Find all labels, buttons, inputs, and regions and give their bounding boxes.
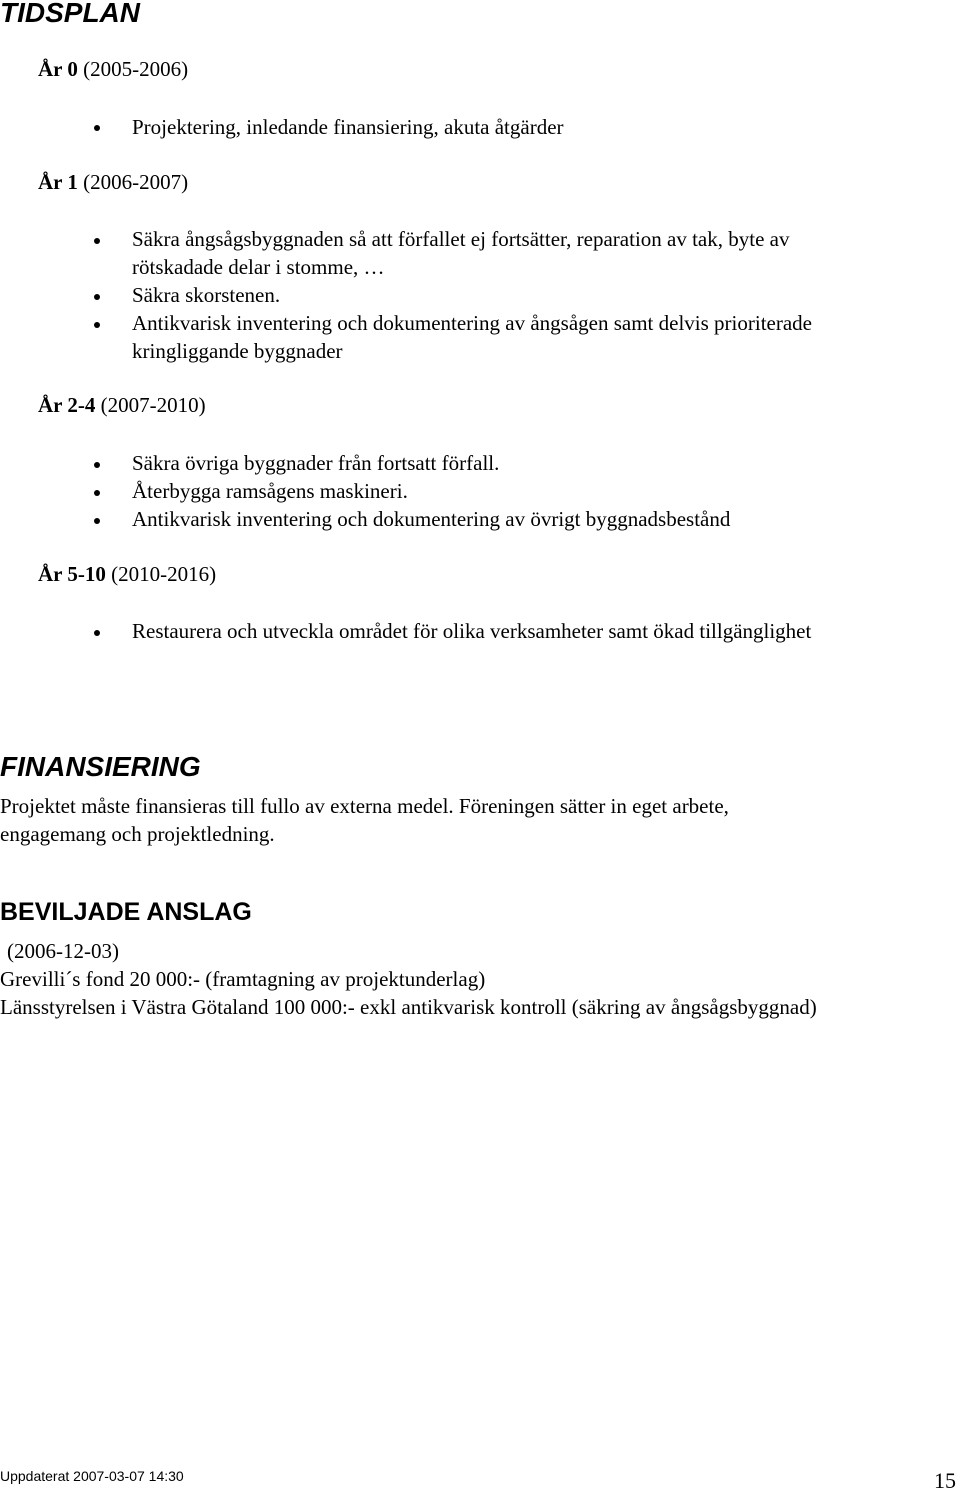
bullet-icon [94,294,100,300]
year-2-4-label: År 2-4 (2007-2010) [38,393,206,417]
year-1-label: År 1 (2006-2007) [38,170,189,194]
list-item-continuation: kringliggande byggnader [132,339,343,363]
tidsplan-heading: TIDSPLAN [0,0,140,28]
year-0-label: År 0 (2005-2006) [38,57,189,81]
list-item: Antikvarisk inventering och dokumentering av övrigt byggnadsbestånd [132,507,731,531]
bullet-icon [94,462,100,468]
list-item: Restaurera och utveckla området för olika verksamheter samt ökad tillgänglighet [132,619,812,643]
anslag-date: (2006-12-03) [7,939,119,963]
list-item: Säkra ångsågsbyggnaden så att förfallet ej fortsätter, reparation av tak, byte av [132,227,790,251]
list-item: Säkra övriga byggnader från fortsatt förfall. [132,451,500,475]
list-item: Återbygga ramsågens maskineri. [132,479,408,503]
finansiering-text-line: engagemang och projektledning. [0,822,275,846]
finansiering-heading: FINANSIERING [0,751,201,782]
footer-updated: Uppdaterat 2007-03-07 14:30 [0,1468,184,1484]
page-number: 15 [934,1468,956,1493]
list-item: Projektering, inledande finansiering, akuta åtgärder [132,115,564,139]
list-item: Säkra skorstenen. [132,283,281,307]
finansiering-text-line: Projektet måste finansieras till fullo av externa medel. Föreningen sätter in eget arbete, [0,794,729,818]
anslag-heading: BEVILJADE ANSLAG [0,898,252,926]
bullet-icon [94,490,100,496]
year-5-10-label: År 5-10 (2010-2016) [38,562,217,586]
anslag-line: Länsstyrelsen i Västra Götaland 100 000:- exkl antikvarisk kontroll (säkring av ångsågsbyggnad) [0,995,817,1019]
bullet-icon [94,518,100,524]
list-item: Antikvarisk inventering och dokumentering av ångsågen samt delvis prioriterade [132,311,812,335]
bullet-icon [94,322,100,328]
bullet-icon [94,238,100,244]
anslag-line: Grevilli´s fond 20 000:- (framtagning av projektunderlag) [0,967,486,991]
bullet-icon [94,630,100,636]
bullet-icon [94,125,100,131]
list-item-continuation: rötskadade delar i stomme, … [132,255,385,279]
